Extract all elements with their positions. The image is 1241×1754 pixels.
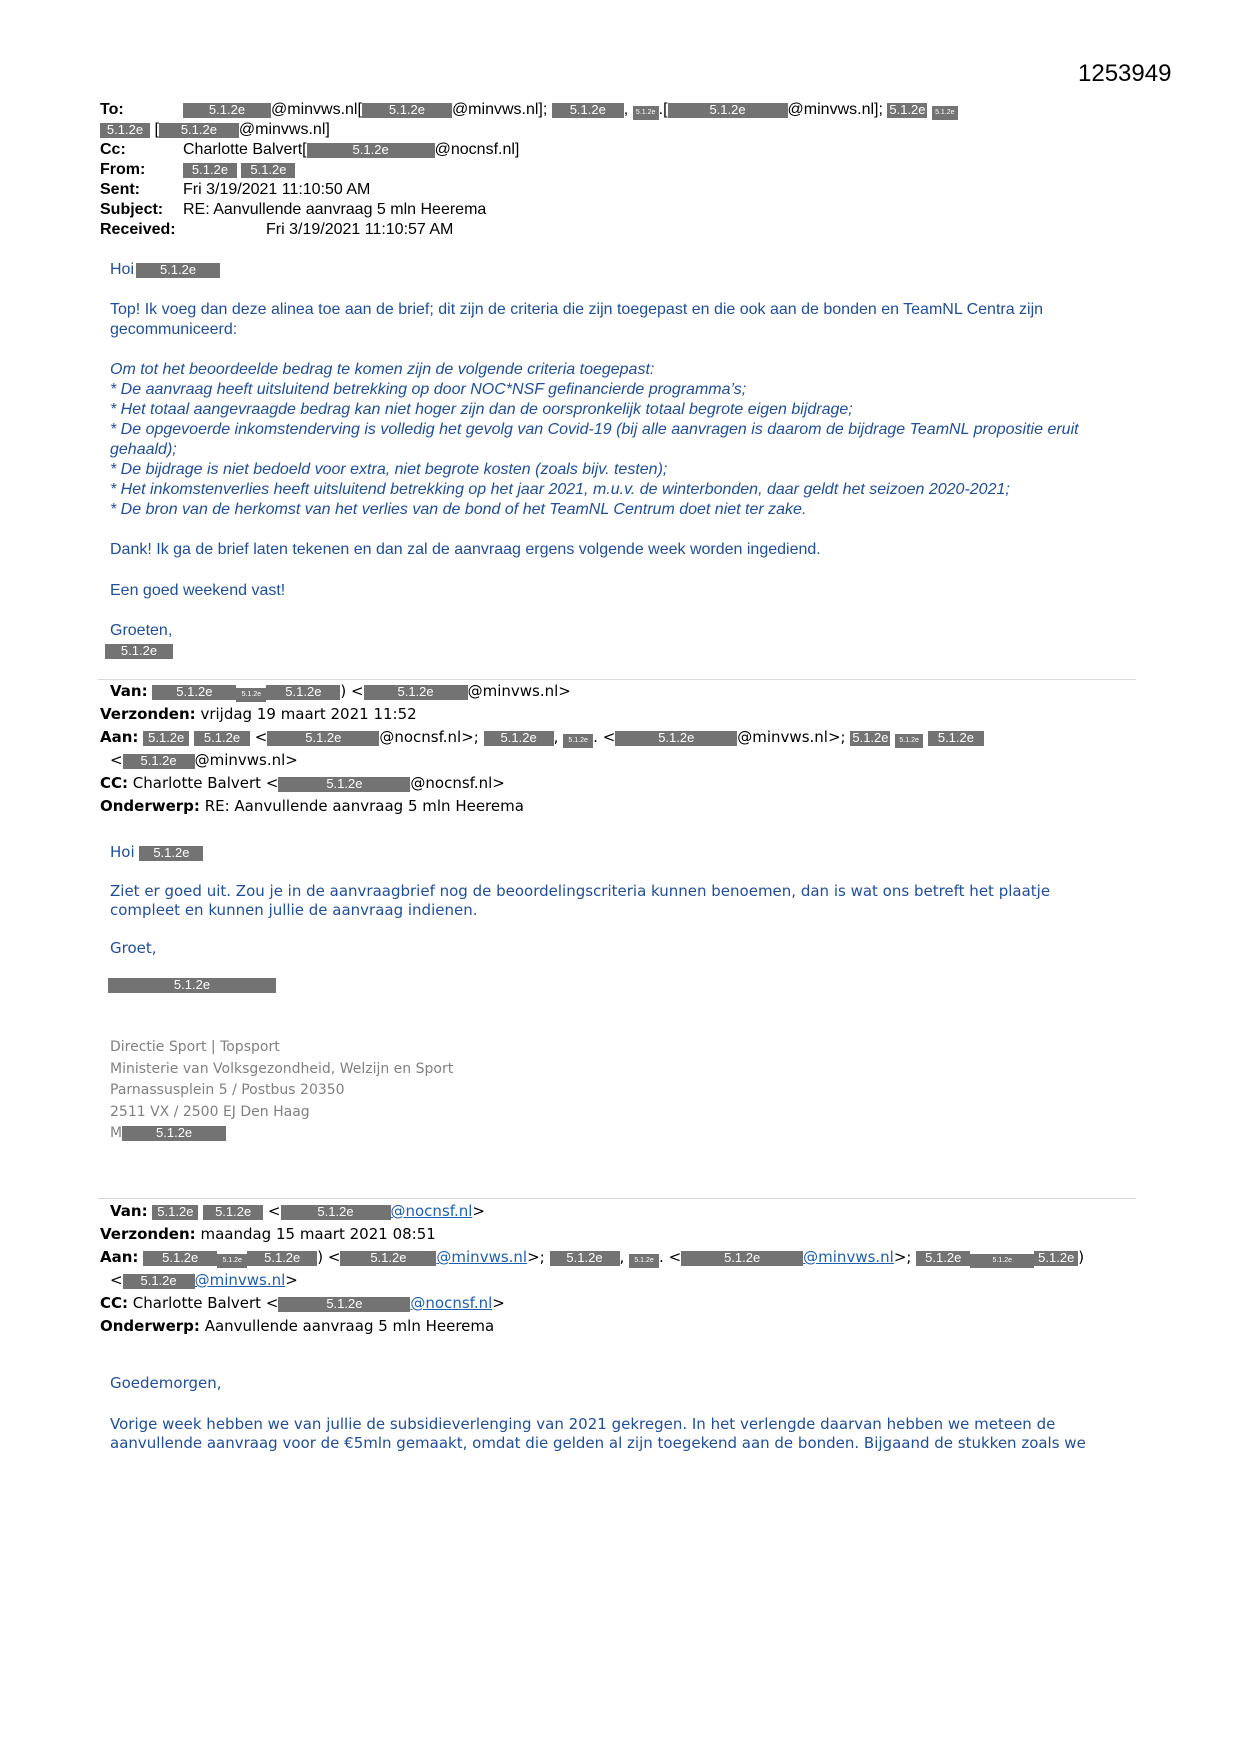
msg1-paragraph: Dank! Ik ga de brief laten tekenen en dan zal de aanvraag ergens volgende week worden ingediend. xyxy=(110,541,821,558)
verzonden-label: Verzonden: xyxy=(100,1225,196,1243)
msg2-onderwerp-line xyxy=(100,795,524,818)
criteria-item: * De aanvraag heeft uitsluitend betrekking op door NOC*NSF gefinancierde programma’s; xyxy=(110,381,747,398)
redaction: 5.1.2e xyxy=(123,754,195,769)
email-domain: @nocnsf.nl xyxy=(434,141,515,158)
redaction: 5.1.2e xyxy=(364,685,468,700)
redaction: 5.1.2e xyxy=(194,731,250,746)
msg2-closing: Groet, xyxy=(110,939,157,957)
redaction: 5.1.2e xyxy=(183,103,271,118)
redaction: 5.1.2e xyxy=(123,1274,195,1289)
redaction: 5.1.2e xyxy=(550,1251,620,1266)
redaction: 5.1.2e xyxy=(681,1251,803,1266)
email-link[interactable]: @nocnsf.nl xyxy=(390,1202,473,1220)
msg1-paragraph: Een goed weekend vast! xyxy=(110,582,286,599)
redaction-small: 5.1.2e xyxy=(563,734,593,748)
redaction: 5.1.2e xyxy=(281,1205,391,1220)
redaction: 5.1.2e xyxy=(307,143,435,158)
criteria-item: * Het inkomstenverlies heeft uitsluitend betrekking op het jaar 2021, m.u.v. de winterbonden, daar geldt het seizoen 2020-2021; xyxy=(110,481,1010,498)
greeting: Hoi xyxy=(110,843,135,861)
cc-name: Charlotte Balvert xyxy=(183,141,303,158)
redaction-small: 5.1.2e xyxy=(970,1254,1034,1268)
verzonden-value: maandag 15 maart 2021 08:51 xyxy=(200,1225,436,1243)
onderwerp-value: Aanvullende aanvraag 5 mln Heerema xyxy=(204,1317,495,1335)
redaction-small: 5.1.2e xyxy=(217,1254,247,1268)
aan-label: Aan: xyxy=(100,1248,139,1266)
msg3-van-line: Van: 5.1.2e 5.1.2e < 5.1.2e @nocnsf.nl> xyxy=(110,1202,485,1220)
to-line-2: 5.1.2e [ 5.1.2e @minvws.nl] xyxy=(100,120,330,140)
received-label: Received: xyxy=(100,221,176,238)
msg3-aan-line: Aan: 5.1.2e 5.1.2e 5.1.2e ) < 5.1.2e @minvws.nl>; 5.1.2e , 5.1.2e . < 5.1.2e @minvws.nl>; 5.1.2e 5.1.2e 5.1.2e ) xyxy=(100,1246,1084,1269)
redaction: 5.1.2e xyxy=(278,777,410,792)
msg3-greeting: Goedemorgen, xyxy=(110,1374,222,1392)
signature-line: Parnassusplein 5 / Postbus 20350 xyxy=(110,1082,345,1098)
email-link[interactable]: @minvws.nl xyxy=(803,1248,894,1266)
onderwerp-label: Onderwerp: xyxy=(100,797,200,815)
redaction: 5.1.2e xyxy=(1034,1251,1078,1266)
email-domain: @minvws.nl xyxy=(238,121,326,138)
redaction: 5.1.2e xyxy=(889,102,926,117)
redaction: 5.1.2e xyxy=(159,123,239,138)
msg1-closing: Groeten, xyxy=(110,622,173,639)
cc-label: CC: xyxy=(100,774,129,792)
redaction: 5.1.2e xyxy=(247,1251,317,1266)
msg1-greeting-line xyxy=(110,260,220,280)
onderwerp-label: Onderwerp: xyxy=(100,1317,200,1335)
redaction: 5.1.2e xyxy=(143,1251,217,1266)
redaction-small: 5.1.2e xyxy=(633,106,659,120)
signature-block xyxy=(110,1037,453,1145)
redaction: 5.1.2e xyxy=(100,123,150,138)
redaction: 5.1.2e xyxy=(136,263,220,278)
msg3-body: Vorige week hebben we van jullie de subsidieverlenging van 2021 gekregen. In het verlengde daarvan hebben we meteen de aanvullende aanvraag voor de €5mln gemaakt, omdat die gelden al zijn toegekend aan de bonden. Bijgaand de stukken zoals we xyxy=(110,1415,1086,1452)
van-label: Van: xyxy=(110,682,148,700)
msg1-sender-redaction xyxy=(105,642,173,660)
redaction: 5.1.2e xyxy=(152,1205,198,1220)
redaction: 5.1.2e xyxy=(278,1297,410,1312)
msg3-cc-line: CC: Charlotte Balvert < 5.1.2e @nocnsf.nl> xyxy=(100,1294,505,1312)
msg2-cc-line: CC: Charlotte Balvert < 5.1.2e @nocnsf.nl> xyxy=(100,774,505,792)
criteria-item: * De bron van de herkomst van het verlies van de bond of het TeamNL Centrum doet niet ter zake. xyxy=(110,501,807,518)
email-domain: @nocnsf.nl xyxy=(379,728,462,746)
msg3-onderwerp-line xyxy=(100,1315,494,1338)
cc-name: Charlotte Balvert xyxy=(132,1294,262,1312)
email-domain: @minvws.nl xyxy=(467,682,559,700)
redaction: 5.1.2e xyxy=(916,1251,970,1266)
redaction-small: 5.1.2e xyxy=(895,734,923,748)
van-label: Van: xyxy=(110,1202,148,1220)
email-domain: @minvws.nl xyxy=(194,751,286,769)
to-label: To: xyxy=(100,101,124,118)
msg1-paragraph: Top! Ik voeg dan deze alinea toe aan de brief; dit zijn de criteria die zijn toegepast en die ook aan de bonden en TeamNL Centra zijn gecommuniceerd: xyxy=(110,301,1044,338)
signature-line: Directie Sport | Topsport xyxy=(110,1039,280,1055)
separator xyxy=(98,1198,1136,1199)
email-domain: @minvws.nl xyxy=(737,728,828,746)
redaction: 5.1.2e xyxy=(484,731,554,746)
sent-line xyxy=(100,180,370,200)
redaction: 5.1.2e xyxy=(266,685,340,700)
from-line xyxy=(100,160,295,180)
onderwerp-value: RE: Aanvullende aanvraag 5 mln Heerema xyxy=(204,797,524,815)
cc-name: Charlotte Balvert xyxy=(132,774,262,792)
redaction-small: 5.1.2e xyxy=(629,1254,659,1268)
email-domain: @minvws.nl xyxy=(451,101,539,118)
email-domain: @minvws.nl xyxy=(787,101,875,118)
cc-line: Cc: Charlotte Balvert[ 5.1.2e @nocnsf.nl] xyxy=(100,141,520,158)
redaction: 5.1.2e xyxy=(122,1126,226,1141)
subject-label: Subject: xyxy=(100,201,164,218)
redaction: 5.1.2e xyxy=(928,731,984,746)
cc-label: Cc: xyxy=(100,141,126,158)
redaction: 5.1.2e xyxy=(143,731,189,746)
sent-label: Sent: xyxy=(100,181,140,198)
subject-value: RE: Aanvullende aanvraag 5 mln Heerema xyxy=(183,201,487,218)
signature-line: Ministerie van Volksgezondheid, Welzijn en Sport xyxy=(110,1060,454,1077)
from-label: From: xyxy=(100,161,146,178)
aan-label: Aan: xyxy=(100,728,139,746)
msg2-aan-line-2: < 5.1.2e @minvws.nl> xyxy=(110,751,298,769)
msg2-body: Ziet er goed uit. Zou je in de aanvraagbrief nog de beoordelingscriteria kunnen benoemen, dan is wat ons betreft het plaatje compleet en kunnen jullie de aanvraag indienen. xyxy=(110,882,1051,919)
redaction: 5.1.2e xyxy=(241,163,295,178)
redaction: 5.1.2e xyxy=(152,685,236,700)
criteria-item: * Het totaal aangevraagde bedrag kan niet hoger zijn dan de oorspronkelijk totaal begrote eigen bijdrage; xyxy=(110,401,853,418)
redaction: 5.1.2e xyxy=(362,103,452,118)
redaction: 5.1.2e xyxy=(203,1205,263,1220)
verzonden-label: Verzonden: xyxy=(100,705,196,723)
msg3-verzonden-line xyxy=(100,1223,436,1246)
email-link[interactable]: @nocnsf.nl xyxy=(410,1294,493,1312)
msg2-aan-line: Aan: 5.1.2e 5.1.2e < 5.1.2e @nocnsf.nl>; 5.1.2e , 5.1.2e . < 5.1.2e @minvws.nl>; 5.1.2e 5.1.2e 5.1.2e xyxy=(100,726,984,749)
redaction: 5.1.2e xyxy=(267,731,379,746)
msg2-verzonden-line xyxy=(100,703,417,726)
msg2-greeting-line xyxy=(110,843,203,862)
verzonden-value: vrijdag 19 maart 2021 11:52 xyxy=(200,705,417,723)
cc-label: CC: xyxy=(100,1294,129,1312)
redaction-small: 5.1.2e xyxy=(236,688,266,702)
redaction: 5.1.2e xyxy=(139,846,203,861)
redaction: 5.1.2e xyxy=(852,730,889,745)
document-number: 1253949 xyxy=(1078,60,1172,87)
email-domain: @minvws.nl xyxy=(271,101,358,118)
redaction: 5.1.2e xyxy=(183,163,237,178)
email-link[interactable]: @minvws.nl xyxy=(436,1248,528,1266)
criteria-item: * De bijdrage is niet bedoeld voor extra, niet begrote kosten (zoals bijv. testen); xyxy=(110,461,668,478)
redaction: 5.1.2e xyxy=(668,103,788,118)
redaction: 5.1.2e xyxy=(615,731,737,746)
redaction: 5.1.2e xyxy=(552,103,624,118)
email-domain: @nocnsf.nl xyxy=(410,774,493,792)
criteria-block xyxy=(110,360,1140,520)
redaction: 5.1.2e xyxy=(108,978,276,993)
signature-phone-line xyxy=(110,1123,453,1145)
redaction: 5.1.2e xyxy=(105,644,173,659)
signature-line: 2511 VX / 2500 EJ Den Haag xyxy=(110,1103,310,1120)
subject-line xyxy=(100,200,486,220)
msg3-aan-line-2: < 5.1.2e @minvws.nl> xyxy=(110,1271,298,1289)
greeting: Hoi xyxy=(110,261,135,278)
msg2-sender-redaction xyxy=(108,976,276,994)
signature-m: M xyxy=(110,1125,123,1141)
msg2-van-line: Van: 5.1.2e 5.1.2e 5.1.2e ) < 5.1.2e @minvws.nl> xyxy=(110,680,571,703)
email-link[interactable]: @minvws.nl xyxy=(194,1271,286,1289)
received-line xyxy=(100,220,453,240)
to-line: To: 5.1.2e @minvws.nl[ 5.1.2e @minvws.nl]; 5.1.2e , 5.1.2e .[ 5.1.2e @minvws.nl]; 5.1.2e 5.1.2e xyxy=(100,100,958,120)
received-value: Fri 3/19/2021 11:10:57 AM xyxy=(266,221,454,238)
redaction: 5.1.2e xyxy=(340,1251,436,1266)
redaction-small: 5.1.2e xyxy=(932,106,958,120)
criteria-intro: Om tot het beoordeelde bedrag te komen zijn de volgende criteria toegepast: xyxy=(110,361,655,378)
criteria-item: * De opgevoerde inkomstenderving is volledig het gevolg van Covid-19 (bij alle aanvragen is daarom de bijdrage TeamNL propositie eruit gehaald); xyxy=(110,421,1079,458)
sent-value: Fri 3/19/2021 11:10:50 AM xyxy=(183,181,371,198)
